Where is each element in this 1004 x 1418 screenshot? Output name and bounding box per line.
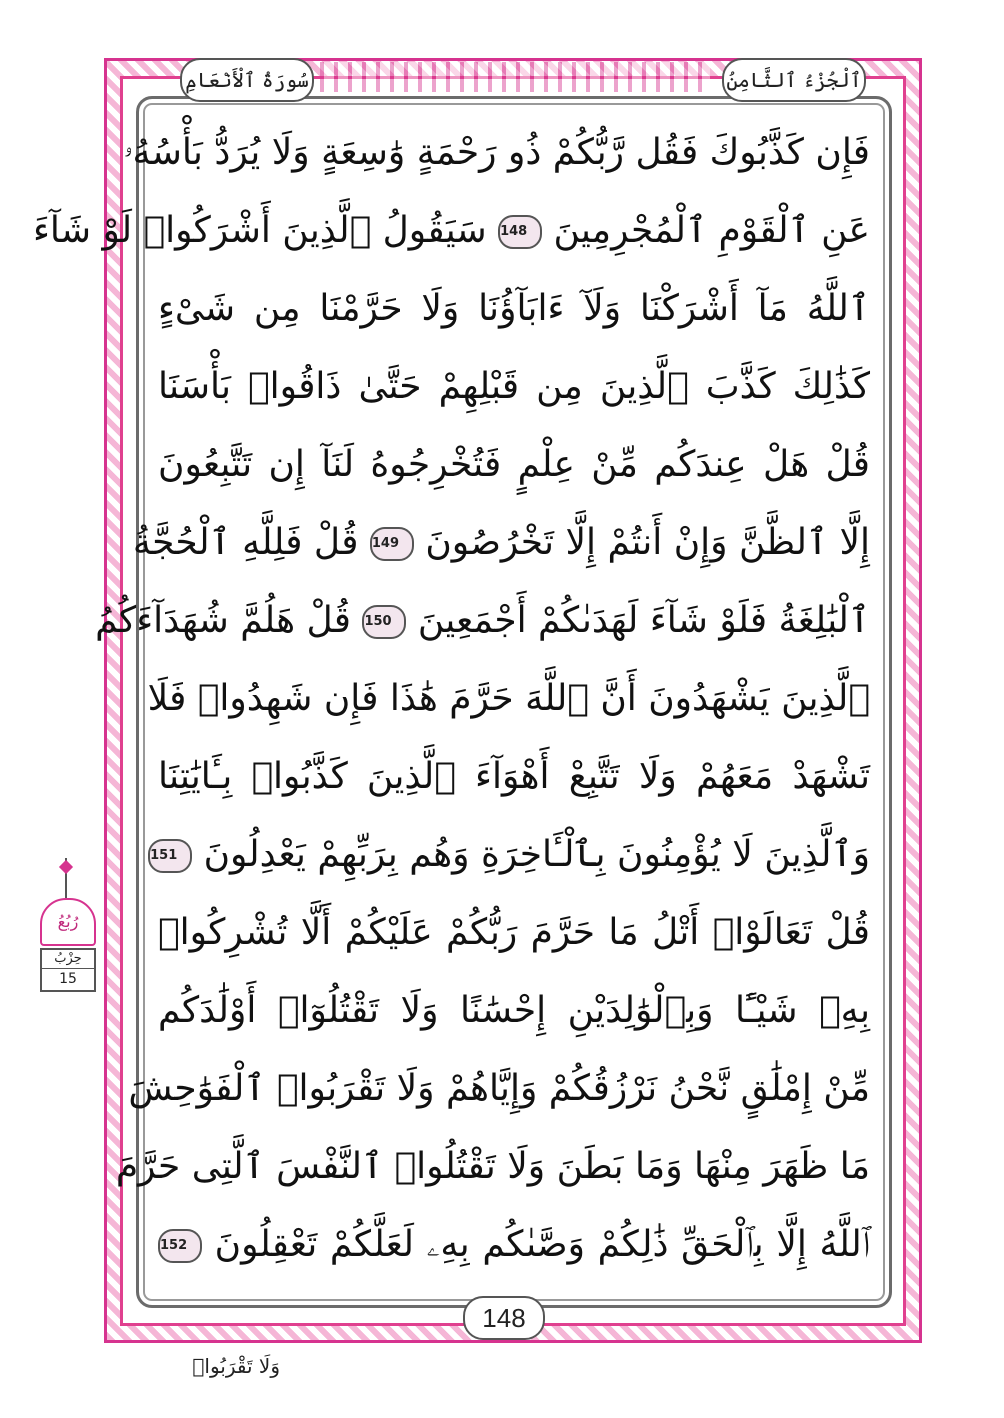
line-text: كَذَٰلِكَ كَذَّبَ ٱلَّذِينَ مِن قَبْلِهِمْ حَتَّىٰ ذَاقُوا۟ بَأْسَنَا [158, 366, 870, 407]
line-text: مَا ظَهَرَ مِنْهَا وَمَا بَطَنَ وَلَا تَقْتُلُوا۟ ٱلنَّفْسَ ٱلَّتِى حَرَّمَ [115, 1146, 870, 1187]
ayah-marker: 151 [148, 839, 192, 873]
line-text: عَنِ ٱلْقَوْمِ ٱلْمُجْرِمِينَ [553, 210, 870, 251]
ayah-marker: 149 [370, 527, 414, 561]
text-line-4 [158, 352, 870, 422]
text-line-1 [123, 118, 870, 188]
header-ornament [320, 62, 710, 92]
line-text: فَإِن كَذَّبُوكَ فَقُل رَّبُّكُمْ ذُو رَحْمَةٍ وَٰسِعَةٍ وَلَا يُرَدُّ بَأْسُهُۥ [123, 132, 870, 173]
text-line-8 [147, 664, 870, 734]
hizb-label: حِزْبُ [42, 950, 94, 969]
text-line-5 [158, 430, 870, 500]
line-text: مِّنْ إِمْلَٰقٍ نَّحْنُ نَرْزُقُكُمْ وَإِيَّاهُمْ وَلَا تَقْرَبُوا۟ ٱلْفَوَٰحِشَ [128, 1068, 870, 1109]
line-text: ٱلْبَٰلِغَةُ فَلَوْ شَآءَ لَهَدَىٰكُمْ أَجْمَعِينَ [417, 600, 870, 641]
surah-label: سُورَةُ ٱلْأَنْعَامِ [180, 58, 314, 102]
line-text-after: سَيَقُولُ ٱلَّذِينَ أَشْرَكُوا۟ لَوْ شَآءَ [32, 210, 487, 251]
line-text: قُلْ تَعَالَوْا۟ أَتْلُ مَا حَرَّمَ رَبُّكُمْ عَلَيْكُمْ أَلَّا تُشْرِكُوا۟ [158, 912, 870, 953]
ayah-marker: 148 [498, 215, 542, 249]
text-line-3 [158, 274, 870, 344]
hizb-box [40, 948, 96, 992]
juz-label: ٱلْجُزْءُ ٱلثَّامِنُ [722, 58, 866, 102]
ayah-marker: 150 [362, 605, 406, 639]
text-line-7 [95, 586, 870, 656]
line-text-after: قُلْ هَلُمَّ شُهَدَآءَكُمُ [95, 600, 351, 641]
text-line-13 [128, 1054, 870, 1124]
line-text: تَشْهَدْ مَعَهُمْ وَلَا تَتَّبِعْ أَهْوَآءَ ٱلَّذِينَ كَذَّبُوا۟ بِـَٔايَٰتِنَا [158, 756, 870, 797]
hizb-number: 15 [59, 971, 77, 987]
text-line-10 [150, 820, 870, 890]
catchword: وَلَا تَقْرَبُوا۟ [192, 1354, 280, 1378]
line-text: وَٱلَّذِينَ لَا يُؤْمِنُونَ بِٱلْـَٔاخِرَةِ وَهُم بِرَبِّهِمْ يَعْدِلُونَ [203, 834, 870, 875]
line-text: إِلَّا ٱلظَّنَّ وَإِنْ أَنتُمْ إِلَّا تَخْرُصُونَ [425, 522, 870, 563]
text-line-12 [158, 976, 870, 1046]
line-text: ٱللَّهُ مَآ أَشْرَكْنَا وَلَآ ءَابَآؤُنَا وَلَا حَرَّمْنَا مِن شَىْءٍ [158, 288, 870, 329]
marker-finial-icon [60, 858, 72, 898]
text-line-6 [132, 508, 870, 578]
ayah-marker: 152 [158, 1229, 202, 1263]
line-text: ٱلَّذِينَ يَشْهَدُونَ أَنَّ ٱللَّهَ حَرَّمَ هَٰذَا فَإِن شَهِدُوا۟ فَلَا [147, 678, 870, 719]
text-line-11 [158, 898, 870, 968]
line-text: قُلْ هَلْ عِندَكُم مِّنْ عِلْمٍ فَتُخْرِجُوهُ لَنَآ إِن تَتَّبِعُونَ [158, 444, 870, 485]
page-number: 148 [463, 1296, 545, 1340]
text-line-15 [158, 1210, 870, 1280]
rub-label: رُبُعُ [40, 898, 96, 946]
line-text-after: قُلْ فَلِلَّهِ ٱلْحُجَّةُ [132, 522, 359, 563]
text-line-14 [115, 1132, 870, 1202]
line-text: ٱللَّهُ إِلَّا بِٱلْحَقِّ ذَٰلِكُمْ وَصَّىٰكُم بِهِۦ لَعَلَّكُمْ تَعْقِلُونَ [214, 1224, 870, 1265]
hizb-quarter-marker [36, 858, 96, 998]
text-line-9 [158, 742, 870, 812]
line-text: بِهِۦ شَيْـًٔا وَبِٱلْوَٰلِدَيْنِ إِحْسَٰنًا وَلَا تَقْتُلُوٓا۟ أَوْلَٰدَكُم [158, 990, 870, 1031]
text-line-2 [32, 196, 870, 266]
